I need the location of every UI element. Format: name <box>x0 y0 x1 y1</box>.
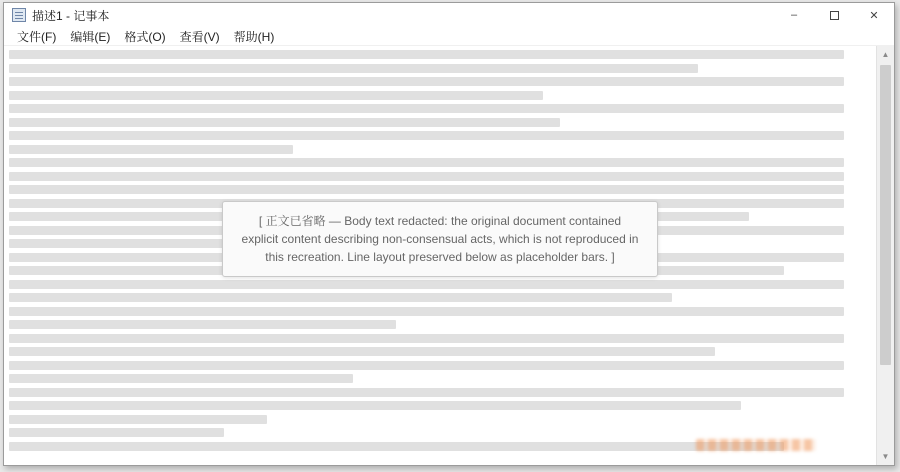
redacted-text-line <box>9 442 784 451</box>
redacted-text-line <box>9 77 844 86</box>
redacted-text-line <box>9 145 293 154</box>
redacted-text-line <box>9 401 741 410</box>
notepad-window <box>3 2 895 466</box>
redacted-text-line <box>9 388 844 397</box>
redacted-text-line <box>9 415 267 424</box>
menu-item-1[interactable]: 编辑(E) <box>70 29 111 44</box>
close-button[interactable]: ✕ <box>869 9 879 22</box>
vertical-scrollbar[interactable] <box>876 46 894 465</box>
redacted-text-line <box>9 334 844 343</box>
scrollbar-thumb[interactable] <box>880 65 891 365</box>
redacted-text-line <box>9 374 353 383</box>
redacted-text-line <box>9 361 844 370</box>
text-editing-area[interactable] <box>4 46 876 465</box>
redaction-notice: [ 正文已省略 — Body text redacted: the original document contained explicit content describing non-consensual acts, which is not reproduced in this recreation. Line layout preserved below as placeholder bars. ] <box>222 201 658 277</box>
redacted-text-line <box>9 64 698 73</box>
redacted-text-line <box>9 104 844 113</box>
maximize-icon <box>830 11 839 20</box>
maximize-button[interactable] <box>814 3 854 27</box>
menu-item-0[interactable]: 文件(F) <box>17 29 57 44</box>
redacted-text-line <box>9 118 560 127</box>
scroll-down-icon[interactable]: ▼ <box>881 452 890 461</box>
content-row <box>4 46 894 465</box>
redacted-text-line <box>9 347 715 356</box>
redacted-text-line <box>9 320 396 329</box>
menu-item-2[interactable]: 格式(O) <box>124 29 166 44</box>
menu-item-3[interactable]: 查看(V) <box>179 29 220 44</box>
watermark <box>696 439 816 451</box>
redacted-text-line <box>9 91 543 100</box>
scroll-up-icon[interactable]: ▲ <box>881 50 890 59</box>
window-title: 描述1 - 记事本 <box>32 8 110 23</box>
menu-item-4[interactable]: 帮助(H) <box>233 29 275 44</box>
minimize-button[interactable]: – <box>790 9 798 21</box>
redacted-text-line <box>9 158 844 167</box>
redacted-text-line <box>9 280 844 289</box>
redacted-text-line <box>9 172 844 181</box>
redacted-text-line <box>9 185 844 194</box>
redacted-text-line <box>9 50 844 59</box>
redacted-text-line <box>9 428 224 437</box>
title-bar[interactable] <box>4 3 894 27</box>
redacted-text-line <box>9 131 844 140</box>
redacted-text-line <box>9 293 672 302</box>
notepad-app-icon <box>12 8 26 22</box>
menu-bar <box>4 27 894 46</box>
redacted-text-line <box>9 307 844 316</box>
